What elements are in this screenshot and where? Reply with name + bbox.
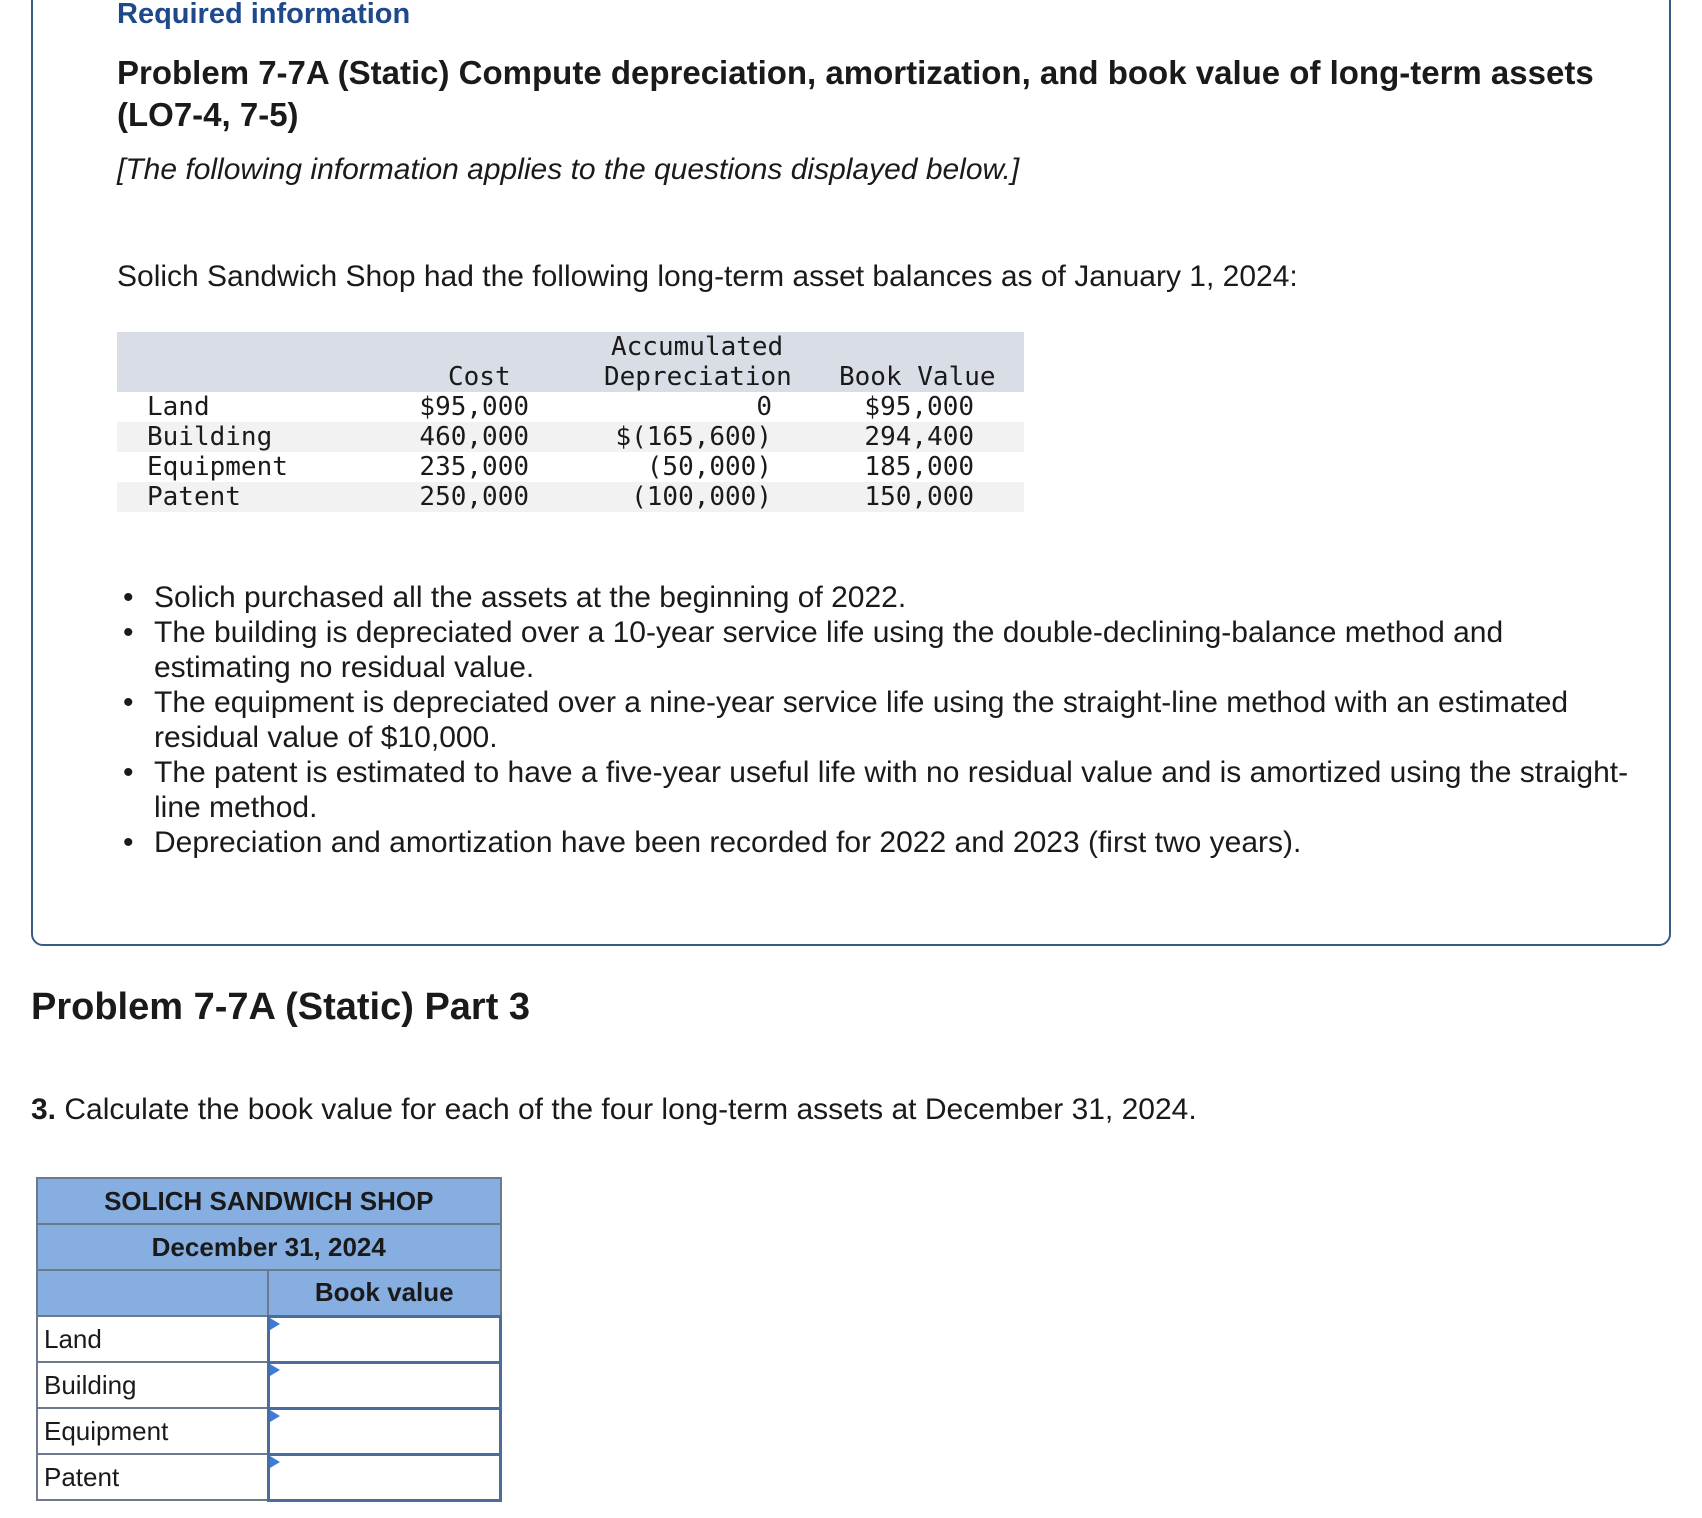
asset-name: Building — [147, 422, 273, 452]
book-value-header: Book Value — [839, 362, 996, 392]
book-value-column-header: Book value — [268, 1270, 501, 1316]
asset-book-value: 150,000 — [864, 482, 974, 512]
row-label-building: Building — [37, 1362, 268, 1408]
cost-header: Cost — [448, 362, 511, 392]
row-label-equipment: Equipment — [37, 1408, 268, 1454]
date-header: December 31, 2024 — [37, 1224, 501, 1270]
patent-book-value-cell — [268, 1454, 501, 1500]
building-book-value-cell — [268, 1362, 501, 1408]
list-item: • The building is depreciated over a 10-year service life using the double-declining-balance method and estimating no residual value. — [117, 615, 1637, 685]
list-item: • The patent is estimated to have a five-year useful life with no residual value and is amortized using the straight-line method. — [117, 755, 1637, 825]
table-row — [37, 1316, 501, 1362]
asset-name: Equipment — [147, 452, 288, 482]
cell-marker-icon — [270, 1318, 280, 1330]
asset-accumulated-depreciation: (50,000) — [646, 452, 772, 482]
problem-title: Problem 7-7A (Static) Compute depreciation, amortization, and book value of long-term assets (LO7-4, 7-5) — [117, 54, 1594, 133]
balances-row-building — [117, 422, 1024, 452]
blank-header-cell — [37, 1270, 268, 1316]
question-body: Calculate the book value for each of the four long-term assets at December 31, 2024. — [56, 1093, 1197, 1126]
asset-cost: 250,000 — [419, 482, 529, 512]
cell-marker-icon — [270, 1410, 280, 1422]
list-item: • The equipment is depreciated over a nine-year service life using the straight-line method with an estimated residual value of $10,000. — [117, 685, 1637, 755]
asset-book-value: 294,400 — [864, 422, 974, 452]
required-information-label: Required information — [117, 0, 411, 30]
row-label-land: Land — [37, 1316, 268, 1362]
asset-name: Land — [147, 392, 210, 422]
balances-row-equipment — [117, 452, 1024, 482]
equipment-book-value-input[interactable] — [270, 1412, 500, 1450]
asset-accumulated-depreciation: (100,000) — [631, 482, 772, 512]
asset-accumulated-depreciation: $(165,600) — [615, 422, 772, 452]
balances-row-patent — [117, 482, 1024, 512]
book-value-answer-table — [36, 1177, 502, 1502]
list-item: • Depreciation and amortization have been recorded for 2022 and 2023 (first two years). — [117, 825, 1637, 860]
part-title: Problem 7-7A (Static) Part 3 — [31, 986, 531, 1028]
building-book-value-input[interactable] — [270, 1366, 500, 1404]
list-item: • Solich purchased all the assets at the beginning of 2022. — [117, 580, 1637, 615]
asset-book-value: $95,000 — [864, 392, 974, 422]
question-number: 3. — [31, 1093, 57, 1126]
table-row — [37, 1362, 501, 1408]
table-row — [37, 1408, 501, 1454]
land-book-value-cell — [268, 1316, 501, 1362]
company-name-header: SOLICH SANDWICH SHOP — [37, 1178, 501, 1224]
asset-accumulated-depreciation: 0 — [756, 392, 772, 422]
cell-marker-icon — [270, 1456, 280, 1468]
question-text — [31, 1093, 1197, 1127]
asset-cost: 460,000 — [419, 422, 529, 452]
asset-balances-table — [117, 332, 1024, 512]
assumptions-list — [117, 580, 1637, 860]
accumulated-header-line2: Depreciation — [604, 362, 792, 392]
applies-note: [The following information applies to the questions displayed below.] — [117, 153, 1020, 186]
asset-cost: 235,000 — [419, 452, 529, 482]
cell-marker-icon — [270, 1364, 280, 1376]
accumulated-header-line1: Accumulated — [611, 332, 784, 362]
balances-row-land — [117, 392, 1024, 422]
patent-book-value-input[interactable] — [270, 1458, 500, 1496]
table-row — [37, 1454, 501, 1500]
land-book-value-input[interactable] — [270, 1320, 500, 1358]
intro-text: Solich Sandwich Shop had the following long-term asset balances as of January 1, 2024: — [117, 260, 1298, 293]
balances-header-row — [117, 332, 1024, 392]
equipment-book-value-cell — [268, 1408, 501, 1454]
asset-book-value: 185,000 — [864, 452, 974, 482]
asset-name: Patent — [147, 482, 241, 512]
row-label-patent: Patent — [37, 1454, 268, 1500]
asset-cost: $95,000 — [419, 392, 529, 422]
